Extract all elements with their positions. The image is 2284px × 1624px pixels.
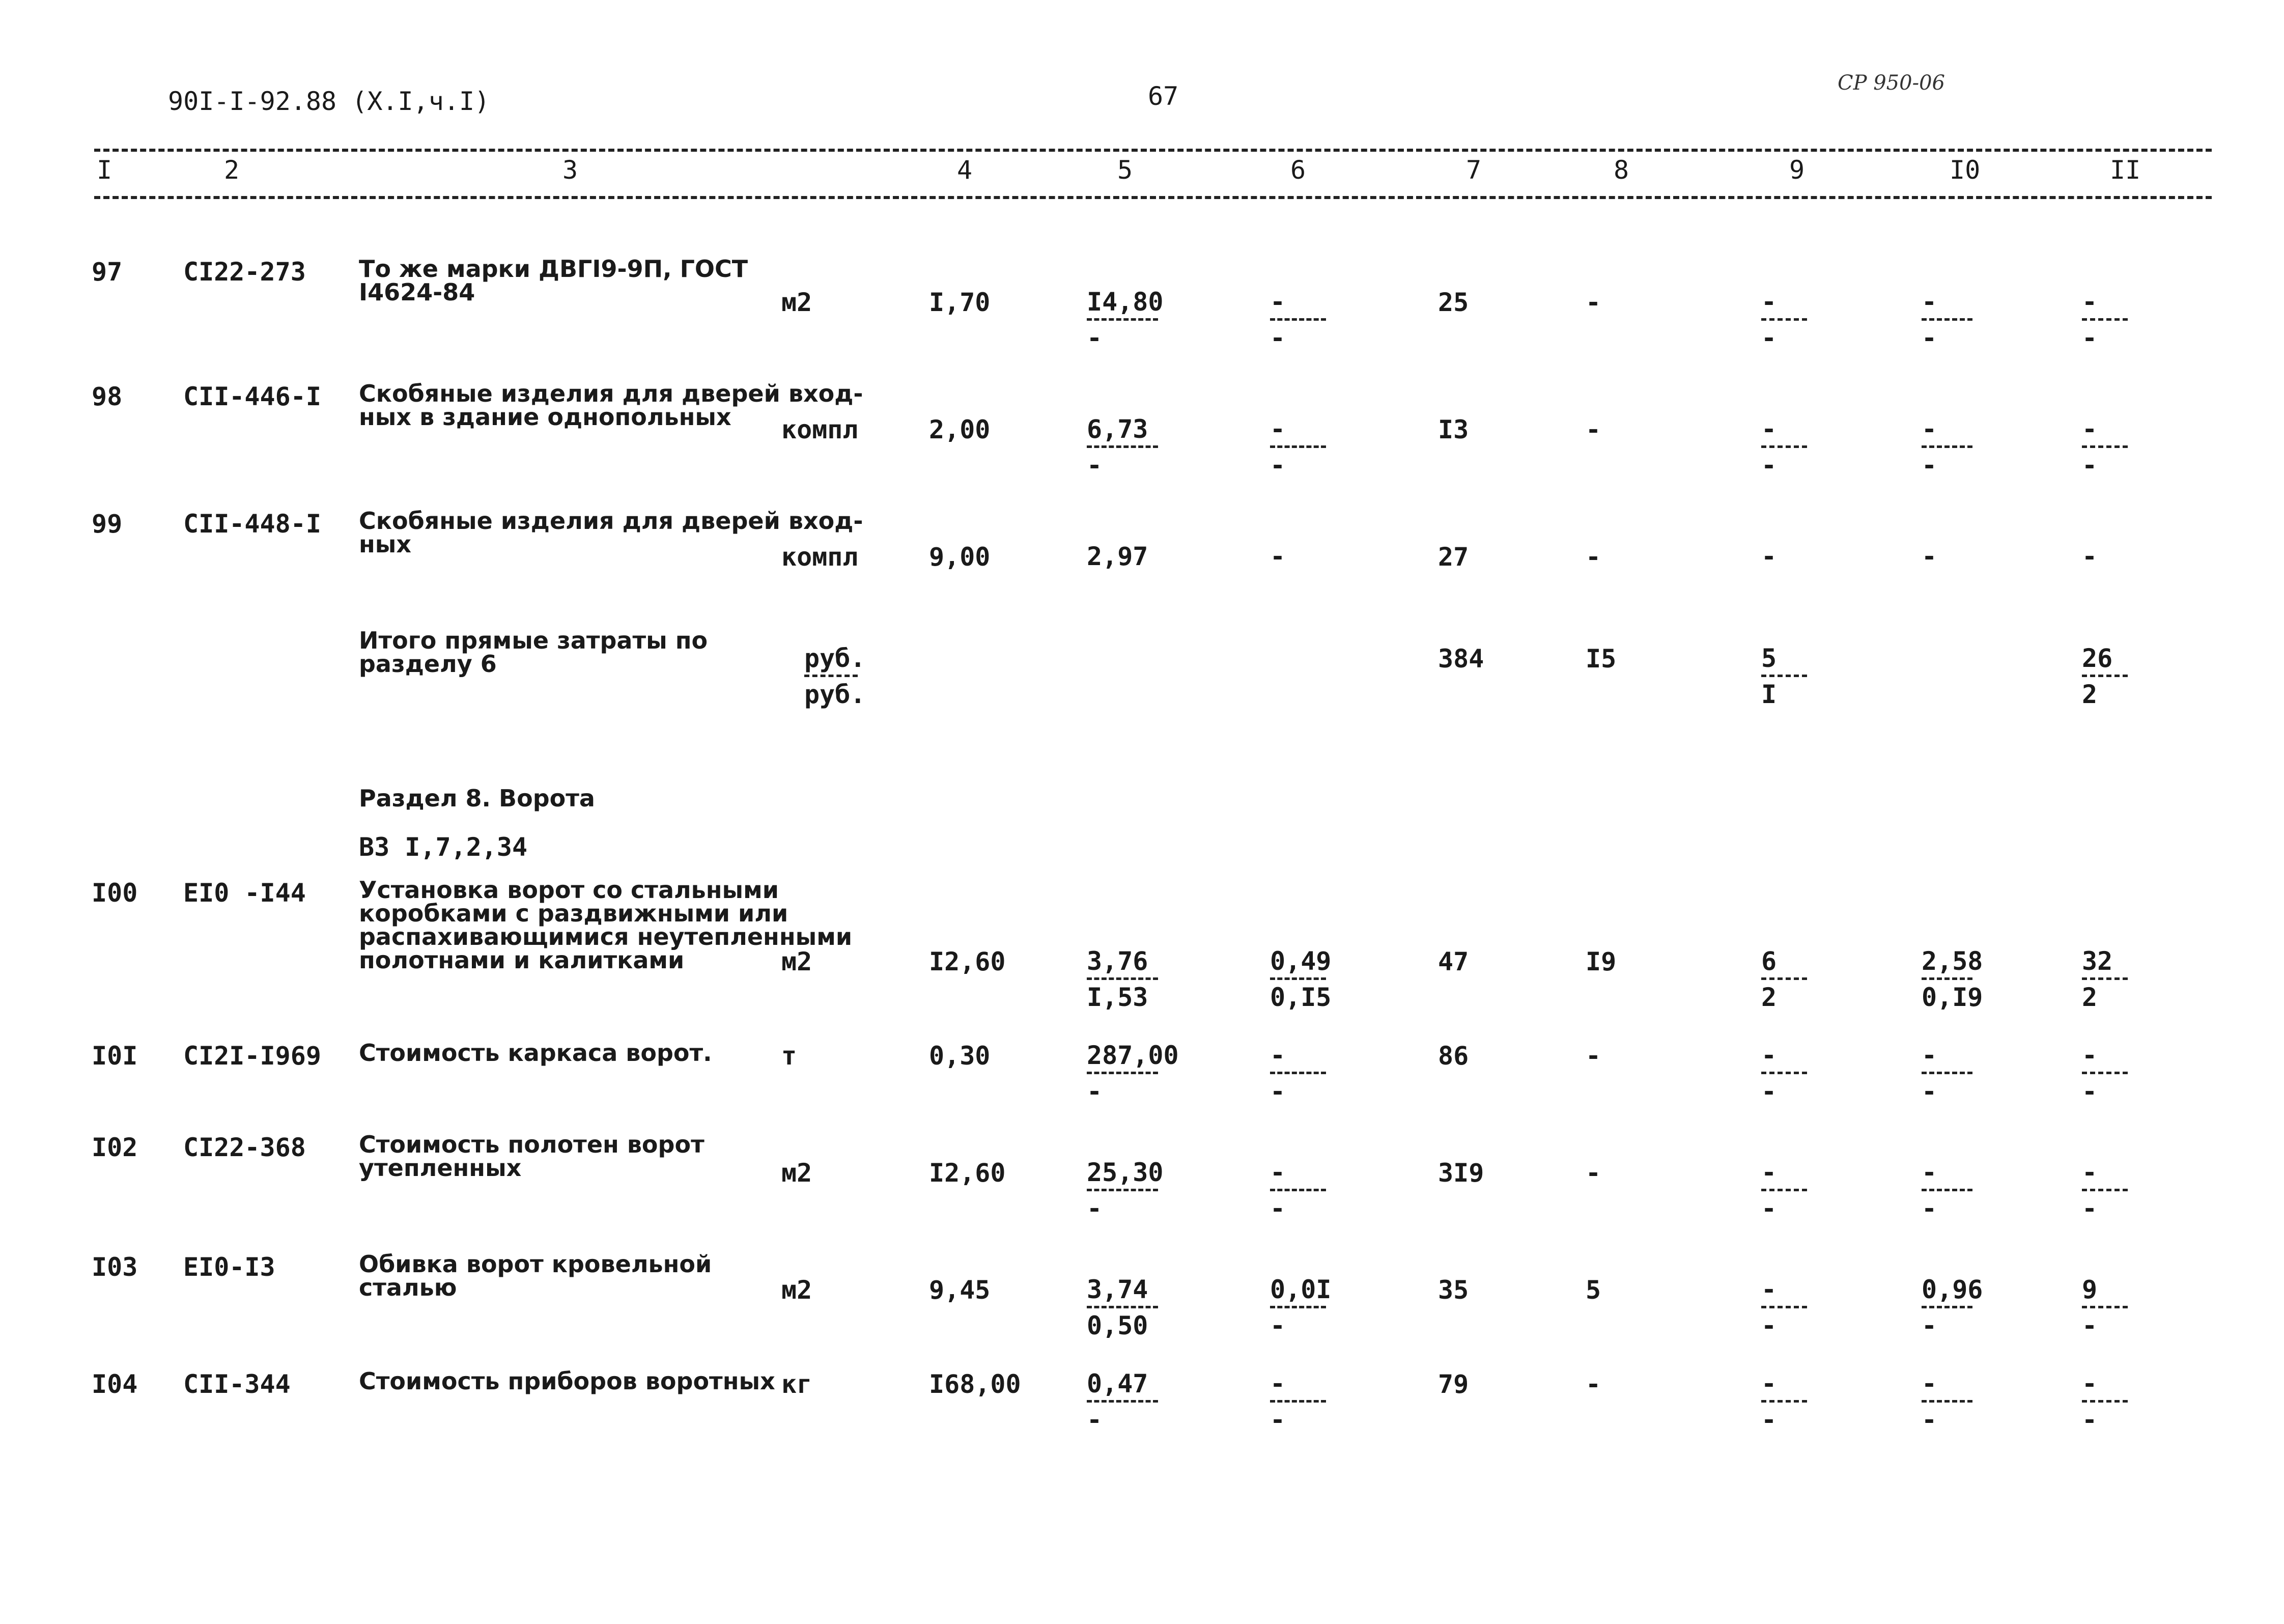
total-salary: - [1586, 288, 1601, 317]
unit: м2 [781, 947, 812, 976]
overhead-cost [2082, 288, 2128, 352]
total-cost: 3I9 [1438, 1158, 1484, 1188]
fraction-bar [2082, 675, 2128, 677]
total-cost: I3 [1438, 415, 1469, 444]
column-number: I [97, 155, 112, 185]
salary-cost-denominator: - [1270, 1077, 1286, 1106]
total-cost: 27 [1438, 542, 1469, 572]
fraction-bar [1087, 977, 1158, 980]
fraction-bar [1270, 1072, 1326, 1074]
fraction-bar [1922, 1189, 1972, 1191]
overhead-cost [2082, 1158, 2128, 1223]
fraction-bar [1922, 1072, 1972, 1074]
overhead-cost-numerator: - [2082, 1369, 2098, 1398]
salary-cost-denominator: - [1270, 451, 1286, 480]
item-number: 97 [92, 257, 123, 287]
quantity: 9,45 [929, 1275, 991, 1305]
rate-code: СII-446-I [183, 382, 321, 411]
unit-cost-numerator: 2,97 [1087, 542, 1148, 571]
fraction-bar [1270, 977, 1326, 980]
fraction-bar [804, 675, 858, 677]
column-number: 4 [957, 155, 973, 185]
quantity: I2,60 [929, 947, 1006, 976]
unit-cost-denominator: 0,50 [1087, 1311, 1148, 1340]
column-number: 2 [224, 155, 240, 185]
header-rule-top [94, 149, 2212, 152]
machine-salary-numerator: - [1922, 287, 1937, 317]
column-number: 7 [1466, 155, 1482, 185]
column-number: 5 [1117, 155, 1133, 185]
total-salary: 5 [1586, 1275, 1601, 1305]
unit: компл [781, 542, 858, 572]
fraction-bar [1761, 977, 1807, 980]
total-salary: - [1586, 1369, 1601, 1399]
quantity: 0,30 [929, 1041, 991, 1071]
subtotal-overhead-denominator: 2 [2082, 680, 2098, 709]
fraction-bar [1087, 1400, 1158, 1403]
machine-cost-denominator: - [1761, 323, 1777, 353]
machine-cost [1761, 542, 1807, 571]
fraction-bar [1270, 1306, 1326, 1308]
quantity: I,70 [929, 288, 991, 317]
item-description: Установка ворот со стальными коробками с раздвижными или распахивающимися неутепленными полотнами и калитками [359, 876, 853, 974]
machine-salary-numerator: 2,58 [1922, 946, 1983, 976]
total-salary: - [1586, 415, 1601, 444]
machine-salary [1922, 542, 1972, 571]
unit-cost-denominator: - [1087, 323, 1103, 353]
machine-salary-denominator: - [1922, 323, 1937, 353]
unit-cost [1087, 1041, 1179, 1106]
subtotal-salary: I5 [1586, 644, 1617, 674]
subtotal-unit-denominator: руб. [804, 680, 866, 709]
unit-cost [1087, 1369, 1158, 1434]
machine-cost-numerator: - [1761, 414, 1777, 444]
unit-cost [1087, 287, 1164, 353]
column-number: I0 [1950, 155, 1981, 185]
fraction-bar [1087, 318, 1158, 321]
item-number: I03 [92, 1252, 138, 1282]
overhead-cost-denominator: - [2082, 1311, 2098, 1340]
salary-cost [1270, 1041, 1326, 1106]
archive-stamp: СР 950-06 [1838, 71, 1945, 95]
machine-cost-numerator: - [1761, 287, 1777, 317]
salary-cost-denominator: - [1270, 1405, 1286, 1435]
unit-cost-denominator: - [1087, 1405, 1103, 1435]
machine-salary-denominator: - [1922, 1311, 1937, 1340]
fraction-bar [1270, 1189, 1326, 1191]
overhead-cost [2082, 542, 2128, 571]
item-description: Скобяные изделия для дверей вход- ных в здание однопольных [359, 380, 863, 431]
salary-cost-numerator: 0,49 [1270, 946, 1332, 976]
subtotal-total: 384 [1438, 644, 1484, 674]
machine-cost [1761, 1275, 1807, 1340]
item-number: 99 [92, 509, 123, 539]
header-rule-bottom [94, 196, 2212, 199]
machine-salary-numerator: - [1922, 1041, 1937, 1070]
unit-cost [1087, 542, 1158, 571]
item-description: Стоимость приборов воротных [359, 1367, 775, 1395]
rate-code: СII-448-I [183, 509, 321, 539]
fraction-bar [1087, 1072, 1158, 1074]
machine-cost-denominator: - [1761, 1077, 1777, 1106]
section-reference: ВЗ I,7,2,34 [359, 832, 528, 862]
fraction-bar [1270, 445, 1326, 448]
machine-cost [1761, 415, 1807, 480]
subtotal-machine [1761, 644, 1807, 709]
unit-cost-numerator: 6,73 [1087, 414, 1148, 444]
item-number: I00 [92, 878, 138, 908]
salary-cost [1270, 542, 1326, 571]
item-description: Стоимость каркаса ворот. [359, 1039, 712, 1067]
total-cost: 79 [1438, 1369, 1469, 1399]
unit-cost-denominator: - [1087, 1194, 1103, 1223]
item-description: Стоимость полотен ворот утепленных [359, 1131, 704, 1182]
machine-salary [1922, 288, 1972, 352]
fraction-bar [1761, 1400, 1807, 1403]
machine-salary-denominator: 0,I9 [1922, 983, 1983, 1012]
machine-cost-numerator: - [1761, 542, 1777, 571]
salary-cost-denominator: - [1270, 1194, 1286, 1223]
salary-cost [1270, 1369, 1326, 1434]
salary-cost-numerator: - [1270, 1158, 1286, 1187]
quantity: I68,00 [929, 1369, 1021, 1399]
unit-cost-denominator: I,53 [1087, 983, 1148, 1012]
item-number: I04 [92, 1369, 138, 1399]
column-number: 3 [562, 155, 578, 185]
subtotal-description: Итого прямые затраты по разделу 6 [359, 627, 708, 678]
fraction-bar [1922, 318, 1972, 321]
unit-cost-numerator: 3,76 [1087, 946, 1148, 976]
fraction-bar [2082, 1189, 2128, 1191]
overhead-cost-numerator: - [2082, 414, 2098, 444]
fraction-bar [2082, 1072, 2128, 1074]
fraction-bar [1270, 318, 1326, 321]
salary-cost-denominator: - [1270, 1311, 1286, 1340]
unit-cost-numerator: 0,47 [1087, 1369, 1148, 1398]
machine-cost [1761, 1158, 1807, 1223]
machine-salary-numerator: - [1922, 1158, 1937, 1187]
unit: компл [781, 415, 858, 444]
machine-cost-denominator: - [1761, 1405, 1777, 1435]
overhead-cost-numerator: - [2082, 542, 2098, 571]
column-number: II [2110, 155, 2141, 185]
quantity: 9,00 [929, 542, 991, 572]
unit: кг [781, 1369, 812, 1399]
machine-cost-numerator: - [1761, 1158, 1777, 1187]
fraction-bar [1761, 1072, 1807, 1074]
overhead-cost [2082, 947, 2128, 1012]
rate-code: СII-344 [183, 1369, 291, 1399]
column-number: 6 [1290, 155, 1306, 185]
unit-cost-numerator: I4,80 [1087, 287, 1164, 317]
subtotal-unit [804, 643, 866, 709]
overhead-cost [2082, 1369, 2128, 1434]
machine-salary [1922, 1041, 1972, 1106]
machine-cost-numerator: - [1761, 1275, 1777, 1304]
overhead-cost-denominator: - [2082, 323, 2098, 353]
unit-cost [1087, 1275, 1158, 1340]
overhead-cost-denominator: - [2082, 1405, 2098, 1435]
salary-cost-numerator: - [1270, 414, 1286, 444]
overhead-cost-denominator: - [2082, 1077, 2098, 1106]
fraction-bar [1761, 445, 1807, 448]
fraction-bar [2082, 445, 2128, 448]
machine-salary-numerator: - [1922, 414, 1937, 444]
salary-cost [1270, 415, 1326, 480]
machine-salary [1922, 1158, 1972, 1223]
overhead-cost-numerator: - [2082, 1158, 2098, 1187]
fraction-bar [2082, 318, 2128, 321]
fraction-bar [1270, 1400, 1326, 1403]
salary-cost-denominator: - [1270, 323, 1286, 353]
machine-cost [1761, 1369, 1807, 1434]
total-cost: 86 [1438, 1041, 1469, 1071]
salary-cost-numerator: - [1270, 1369, 1286, 1398]
total-salary: I9 [1586, 947, 1617, 976]
salary-cost-numerator: - [1270, 287, 1286, 317]
fraction-bar [1087, 1189, 1158, 1191]
item-number: I0I [92, 1041, 138, 1071]
total-cost: 35 [1438, 1275, 1469, 1305]
section-title: Раздел 8. Ворота [359, 785, 595, 812]
total-salary: - [1586, 542, 1601, 572]
overhead-cost-numerator: 32 [2082, 946, 2113, 976]
unit: м2 [781, 288, 812, 317]
salary-cost-numerator: - [1270, 542, 1286, 571]
machine-salary-denominator: - [1922, 451, 1937, 480]
machine-salary-denominator: - [1922, 1405, 1937, 1435]
column-number: 9 [1789, 155, 1805, 185]
subtotal-overhead [2082, 644, 2128, 709]
salary-cost [1270, 288, 1326, 352]
unit: т [781, 1041, 797, 1071]
unit-cost [1087, 1158, 1164, 1223]
machine-cost [1761, 1041, 1807, 1106]
rate-code: СI22-368 [183, 1133, 306, 1162]
machine-salary-denominator: - [1922, 1194, 1937, 1223]
machine-cost-denominator: - [1761, 1311, 1777, 1340]
document-code: 90I-I-92.88 (X.I,ч.I) [168, 87, 490, 116]
unit-cost-numerator: 287,00 [1087, 1041, 1179, 1070]
subtotal-machine-denominator: I [1761, 680, 1777, 709]
fraction-bar [1761, 1306, 1807, 1308]
item-number: 98 [92, 382, 123, 411]
overhead-cost-denominator: - [2082, 1194, 2098, 1223]
quantity: 2,00 [929, 415, 991, 444]
total-cost: 47 [1438, 947, 1469, 976]
machine-salary-numerator: 0,96 [1922, 1275, 1983, 1304]
fraction-bar [2082, 1306, 2128, 1308]
item-description: Обивка ворот кровельной сталью [359, 1250, 712, 1301]
unit-cost-denominator: - [1087, 1077, 1103, 1106]
rate-code: ЕI0-I3 [183, 1252, 275, 1282]
machine-cost [1761, 947, 1807, 1012]
fraction-bar [2082, 977, 2128, 980]
overhead-cost [2082, 415, 2128, 480]
unit: м2 [781, 1275, 812, 1305]
salary-cost-numerator: 0,0I [1270, 1275, 1332, 1304]
fraction-bar [1922, 977, 1972, 980]
column-number: 8 [1614, 155, 1629, 185]
salary-cost-numerator: - [1270, 1041, 1286, 1070]
rate-code: ЕI0 -I44 [183, 878, 306, 908]
fraction-bar [1761, 1189, 1807, 1191]
quantity: I2,60 [929, 1158, 1006, 1188]
overhead-cost [2082, 1041, 2128, 1106]
rate-code: СI2I-I969 [183, 1041, 321, 1071]
machine-salary-numerator: - [1922, 1369, 1937, 1398]
overhead-cost-denominator: 2 [2082, 983, 2098, 1012]
page-number: 67 [1148, 81, 1179, 111]
unit-cost-denominator: - [1087, 451, 1103, 480]
subtotal-overhead-numerator: 26 [2082, 643, 2113, 673]
item-number: I02 [92, 1133, 138, 1162]
machine-cost-numerator: - [1761, 1369, 1777, 1398]
machine-cost-numerator: - [1761, 1041, 1777, 1070]
machine-salary [1922, 415, 1972, 480]
fraction-bar [1761, 675, 1807, 677]
rate-code: СI22-273 [183, 257, 306, 287]
fraction-bar [2082, 1400, 2128, 1403]
total-cost: 25 [1438, 288, 1469, 317]
machine-salary [1922, 1369, 1972, 1434]
overhead-cost-denominator: - [2082, 451, 2098, 480]
unit-cost [1087, 947, 1158, 1012]
fraction-bar [1087, 445, 1158, 448]
unit-cost-numerator: 25,30 [1087, 1158, 1164, 1187]
salary-cost [1270, 1275, 1332, 1340]
salary-cost [1270, 1158, 1326, 1223]
total-salary: - [1586, 1041, 1601, 1071]
salary-cost [1270, 946, 1332, 1012]
fraction-bar [1761, 318, 1807, 321]
fraction-bar [1922, 1306, 1972, 1308]
machine-cost [1761, 288, 1807, 352]
overhead-cost-numerator: - [2082, 1041, 2098, 1070]
item-description: То же марки ДВГI9-9П, ГОСТ I4624-84 [359, 255, 748, 306]
fraction-bar [1087, 1306, 1158, 1308]
machine-salary-numerator: - [1922, 542, 1937, 571]
machine-salary-denominator: - [1922, 1077, 1937, 1106]
subtotal-machine-numerator: 5 [1761, 643, 1777, 673]
total-salary: - [1586, 1158, 1601, 1188]
overhead-cost-numerator: 9 [2082, 1275, 2098, 1304]
salary-cost-denominator: 0,I5 [1270, 983, 1332, 1012]
machine-cost-denominator: 2 [1761, 983, 1777, 1012]
machine-cost-numerator: 6 [1761, 946, 1777, 976]
fraction-bar [1922, 445, 1972, 448]
overhead-cost [2082, 1275, 2128, 1340]
unit-cost [1087, 415, 1158, 480]
item-description: Скобяные изделия для дверей вход- ных [359, 507, 863, 558]
fraction-bar [1922, 1400, 1972, 1403]
machine-cost-denominator: - [1761, 451, 1777, 480]
overhead-cost-numerator: - [2082, 287, 2098, 317]
machine-cost-denominator: - [1761, 1194, 1777, 1223]
machine-salary [1922, 946, 1983, 1012]
unit-cost-numerator: 3,74 [1087, 1275, 1148, 1304]
machine-salary [1922, 1275, 1983, 1340]
subtotal-unit-numerator: руб. [804, 643, 866, 673]
unit: м2 [781, 1158, 812, 1188]
